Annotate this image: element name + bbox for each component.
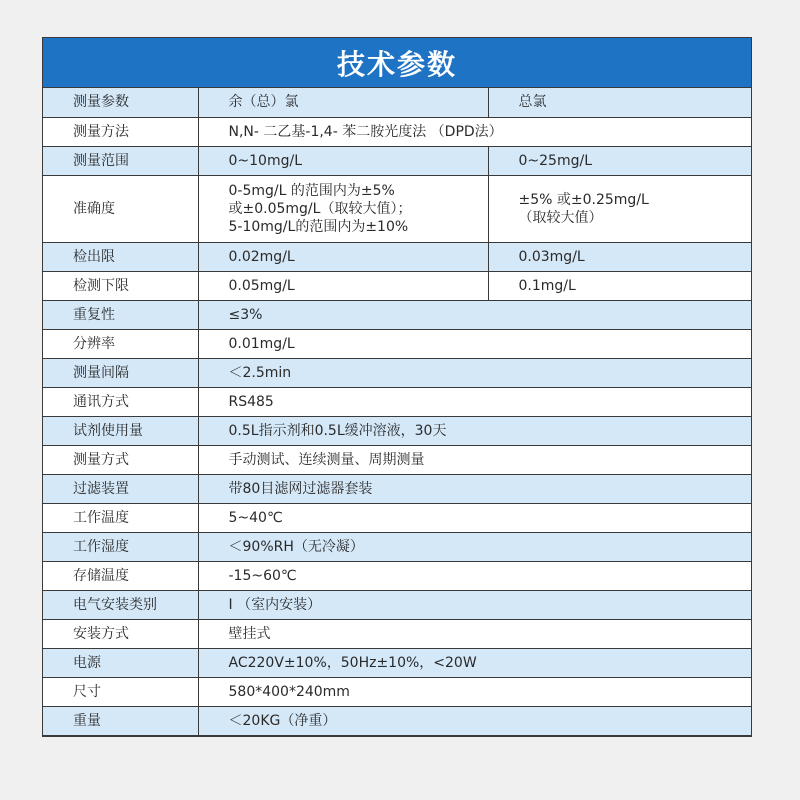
spec-row (43, 503, 751, 532)
spec-row (43, 146, 751, 175)
spec-value: 带80目滤网过滤器套装 (198, 474, 751, 503)
spec-row (43, 387, 751, 416)
spec-label: 检出限 (43, 242, 198, 271)
spec-value: 总氯 (488, 88, 751, 117)
spec-row (43, 300, 751, 329)
spec-value: ≤3% (198, 300, 751, 329)
spec-value: RS485 (198, 387, 751, 416)
spec-label: 电源 (43, 648, 198, 677)
spec-row (43, 242, 751, 271)
spec-label: 安装方式 (43, 619, 198, 648)
spec-label: 测量范围 (43, 146, 198, 175)
spec-row (43, 271, 751, 300)
spec-value: 580*400*240mm (198, 677, 751, 706)
spec-row (43, 358, 751, 387)
spec-value: I （室内安装） (198, 590, 751, 619)
spec-row (43, 175, 751, 242)
spec-table-body (43, 88, 751, 735)
spec-value: 壁挂式 (198, 619, 751, 648)
spec-value: 余（总）氯 (198, 88, 488, 117)
spec-value: ＜2.5min (198, 358, 751, 387)
spec-row (43, 117, 751, 146)
spec-row (43, 706, 751, 735)
spec-label: 测量参数 (43, 88, 198, 117)
spec-label: 电气安装类别 (43, 590, 198, 619)
spec-label: 重复性 (43, 300, 198, 329)
spec-row (43, 677, 751, 706)
spec-label: 试剂使用量 (43, 416, 198, 445)
spec-label: 工作温度 (43, 503, 198, 532)
spec-value: ＜20KG（净重） (198, 706, 751, 735)
spec-value: AC220V±10%，50Hz±10%，<20W (198, 648, 751, 677)
spec-value: 手动测试、连续测量、周期测量 (198, 445, 751, 474)
sheet-title: 技术参数 (43, 38, 751, 88)
spec-value: 0~25mg/L (488, 146, 751, 175)
spec-label: 准确度 (43, 175, 198, 242)
spec-row (43, 590, 751, 619)
spec-value: 0~10mg/L (198, 146, 488, 175)
spec-row (43, 474, 751, 503)
spec-label: 测量间隔 (43, 358, 198, 387)
spec-row (43, 648, 751, 677)
spec-label: 重量 (43, 706, 198, 735)
spec-value: 0.05mg/L (198, 271, 488, 300)
spec-label: 过滤装置 (43, 474, 198, 503)
spec-row (43, 329, 751, 358)
spec-value: 5~40℃ (198, 503, 751, 532)
spec-row (43, 619, 751, 648)
spec-value: ＜90%RH（无冷凝） (198, 532, 751, 561)
spec-sheet (42, 37, 752, 737)
spec-value: 0.1mg/L (488, 271, 751, 300)
spec-label: 工作湿度 (43, 532, 198, 561)
spec-row (43, 416, 751, 445)
spec-label: 检测下限 (43, 271, 198, 300)
spec-row (43, 561, 751, 590)
spec-value: N,N- 二乙基-1,4- 苯二胺光度法 （DPD法） (198, 117, 751, 146)
spec-value: ±5% 或±0.25mg/L （取较大值） (488, 175, 751, 242)
spec-label: 测量方法 (43, 117, 198, 146)
spec-label: 通讯方式 (43, 387, 198, 416)
spec-row (43, 445, 751, 474)
spec-table (43, 88, 751, 736)
spec-value: 0.03mg/L (488, 242, 751, 271)
spec-value: 0-5mg/L 的范围内为±5% 或±0.05mg/L（取较大值）； 5-10mg/L的范围内为±10% (198, 175, 488, 242)
spec-value: 0.02mg/L (198, 242, 488, 271)
spec-value: -15~60℃ (198, 561, 751, 590)
spec-label: 分辨率 (43, 329, 198, 358)
spec-value: 0.01mg/L (198, 329, 751, 358)
spec-row (43, 88, 751, 117)
spec-label: 存储温度 (43, 561, 198, 590)
spec-row (43, 532, 751, 561)
spec-value: 0.5L指示剂和0.5L缓冲溶液，30天 (198, 416, 751, 445)
spec-label: 尺寸 (43, 677, 198, 706)
spec-label: 测量方式 (43, 445, 198, 474)
